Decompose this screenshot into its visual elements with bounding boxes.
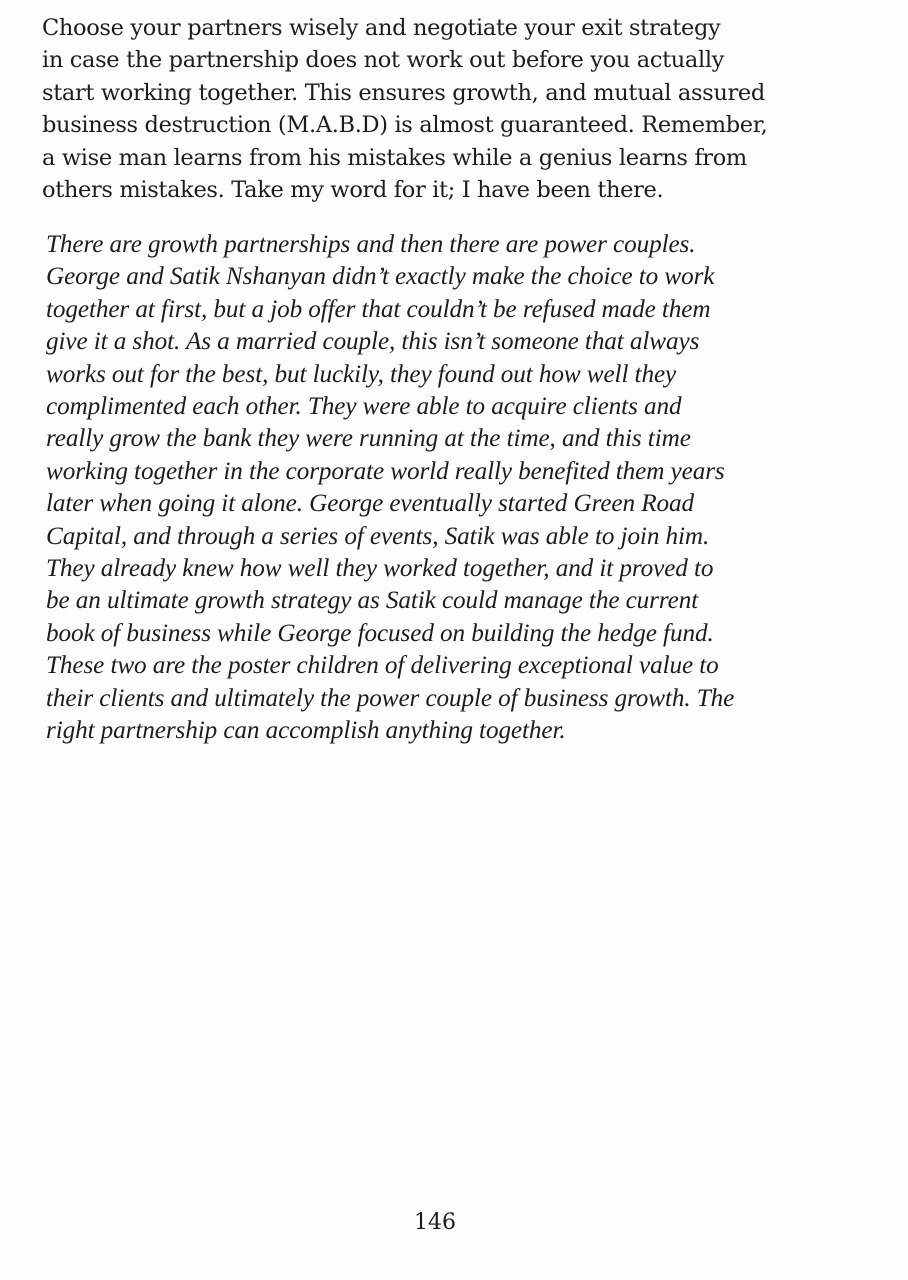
text-line: working together in the corporate world really benefited them years [46, 457, 725, 485]
text-line: be an ultimate growth strategy as Satik could manage the current [46, 587, 699, 615]
text-line: their clients and ultimately the power couple of business growth. The [46, 684, 735, 712]
text-line: start working together. This ensures growth, and mutual assured [42, 79, 765, 106]
text-line: give it a shot. As a married couple, this isn’t someone that always [46, 328, 700, 356]
text-line: business destruction (M.A.B.D) is almost guaranteed. Remember, [42, 112, 768, 139]
text-line: Capital, and through a series of events, Satik was able to join him. [46, 522, 710, 550]
text-line: Choose your partners wisely and negotiate your exit strategy [42, 15, 721, 41]
text-line: George and Satik Nshanyan didn’t exactly make the choice to work [46, 263, 715, 291]
text-line: They already knew how well they worked together, and it proved to [46, 555, 714, 583]
text-line: really grow the bank they were running at the time, and this time [46, 425, 691, 453]
text-line: complimented each other. They were able to acquire clients and [46, 393, 682, 421]
italic-story-paragraph [46, 229, 734, 748]
text-line: right partnership can accomplish anything together. [46, 717, 566, 745]
text-line: works out for the best, but luckily, they found out how well they [46, 360, 677, 388]
text-line: together at first, but a job offer that couldn’t be refused made them [46, 295, 711, 323]
text-line: book of business while George focused on building the hedge fund. [46, 619, 714, 647]
text-line: in case the partnership does not work out before you actually [42, 47, 725, 74]
text-line: a wise man learns from his mistakes while a genius learns from [42, 144, 747, 171]
text-line: These two are the poster children of delivering exceptional value to [46, 652, 719, 680]
text-line: others mistakes. Take my word for it; I have been there. [42, 177, 664, 204]
page-number: 146 [414, 1210, 456, 1235]
body-paragraph [42, 12, 767, 206]
text-line: There are growth partnerships and then there are power couples. [46, 231, 696, 258]
text-line: later when going it alone. George eventually started Green Road [46, 490, 694, 518]
